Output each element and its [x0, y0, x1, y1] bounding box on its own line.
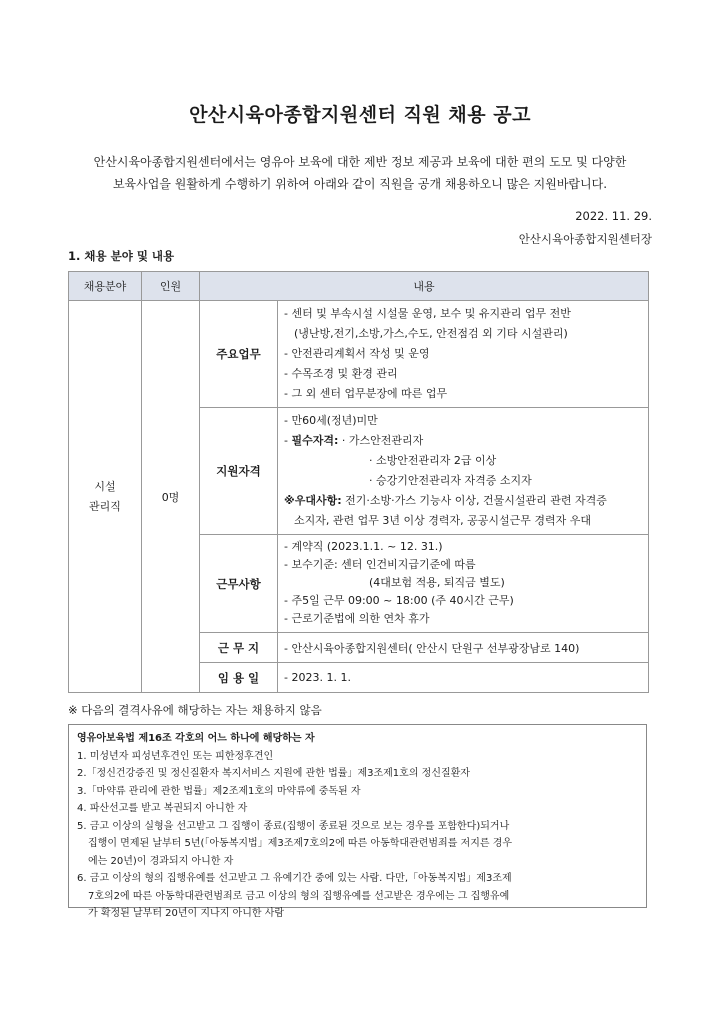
- intro-line: 안산시육아종합지원센터에서는 영유아 보육에 대한 제반 정보 제공과 보육에 대한 편의 도모 및 다양한: [93, 155, 627, 169]
- qual-line: · 소방안전관리자 2급 이상: [369, 454, 497, 467]
- preferred-item: 전기·소방·가스 기능사 이상, 건물시설관리 관련 자격증: [345, 494, 607, 507]
- required-item: · 가스안전관리자: [341, 434, 424, 447]
- work-label: 근무사항: [200, 535, 278, 633]
- duty-line: - 그 외 센터 업무분장에 따른 업무: [284, 387, 448, 400]
- page-title: 안산시육아종합지원센터 직원 채용 공고: [189, 104, 531, 126]
- header-content: 내용: [200, 272, 649, 301]
- qual-line: 소지자, 관련 업무 3년 이상 경력자, 공공시설근무 경력자 우대: [294, 514, 591, 527]
- box-line: 5. 금고 이상의 실형을 선고받고 그 집행이 종료(집행이 종료된 것으로 보는 경우를 포함한다)되거나: [77, 820, 510, 832]
- field-cell: [69, 301, 142, 693]
- intro-line: 보육사업을 원활하게 수행하기 위하여 아래와 같이 직원을 공개 채용하오니 많은 지원바랍니다.: [112, 177, 608, 191]
- table-row: [69, 301, 649, 408]
- qual-line: - 필수자격: · 가스안전관리자: [284, 434, 424, 447]
- work-line: - 주5일 근무 09:00 ~ 18:00 (주 40시간 근무): [284, 594, 514, 607]
- section-title: 1. 채용 분야 및 내용: [68, 249, 175, 263]
- duty-line: - 수목조경 및 환경 관리: [284, 367, 398, 380]
- issuing-organization: 안산시육아종합지원센터장: [518, 232, 652, 246]
- announcement-date: 2022. 11. 29.: [575, 209, 652, 223]
- place-label: 근 무 지: [200, 633, 278, 663]
- box-line: 집행이 면제된 날부터 5년(「아동복지법」제3조제7호의2에 따른 아동학대관련범죄를 저지른 경우: [88, 838, 513, 849]
- disqualification-notice: ※ 다음의 결격사유에 해당하는 자는 채용하지 않음: [68, 703, 322, 717]
- table-header-row: [69, 272, 649, 301]
- required-label: 필수자격:: [291, 434, 339, 447]
- header-count: 인원: [142, 272, 200, 301]
- intro-paragraph: [62, 151, 658, 195]
- box-line: 7호의2에 따른 아동학대관련범죄로 금고 이상의 형의 집행유예를 선고받은 경우에는 그 집행유예: [88, 890, 510, 902]
- work-line: - 보수기준: 센터 인건비지급기준에 따름: [284, 558, 476, 571]
- qualification-label: 지원자격: [200, 408, 278, 535]
- box-line: 1. 미성년자 피성년후견인 또는 피한정후견인: [77, 750, 274, 762]
- box-line: 3.「마약류 관리에 관한 법률」제2조제1호의 마약류에 중독된 자: [77, 785, 361, 797]
- work-line: - 근로기준법에 의한 연차 휴가: [284, 612, 430, 625]
- work-content: [278, 535, 649, 633]
- qual-line: · 승강기안전관리자 자격증 소지자: [369, 474, 532, 487]
- disqualification-box: [68, 724, 647, 919]
- box-heading: 영유아보육법 제16조 각호의 어느 하나에 해당하는 자: [77, 733, 315, 744]
- duty-line: (냉난방,전기,소방,가스,수도, 안전점검 외 기타 시설관리): [294, 327, 568, 340]
- count-cell: 0명: [142, 301, 200, 693]
- header-field: 채용분야: [69, 272, 142, 301]
- qual-line: - 만60세(정년)미만: [284, 414, 378, 427]
- duty-line: - 안전관리계획서 작성 및 운영: [284, 347, 430, 360]
- recruitment-table: [68, 271, 649, 693]
- box-line: 가 확정된 날부터 20년이 지나지 아니한 사람: [88, 908, 285, 919]
- duty-line: - 센터 및 부속시설 시설물 운영, 보수 및 유지관리 업무 전반: [284, 307, 571, 320]
- box-line: 4. 파산선고를 받고 복권되지 아니한 자: [77, 803, 248, 814]
- qual-line: [284, 491, 644, 511]
- box-line: 6. 금고 이상의 형의 집행유예를 선고받고 그 유예기간 중에 있는 사람. 다만,「아동복지법」제3조제: [77, 873, 512, 884]
- start-label: 임 용 일: [200, 663, 278, 693]
- preferred-label: ※우대사항:: [284, 494, 342, 507]
- box-line: 2.「정신건강증진 및 정신질환자 복지서비스 지원에 관한 법률」제3조제1호의 정신질환자: [77, 768, 470, 779]
- field-line: 시설: [94, 479, 116, 493]
- place-content: - 안산시육아종합지원센터( 안산시 단원구 선부광장남로 140): [278, 633, 649, 663]
- work-line: (4대보험 적용, 퇴직금 별도): [369, 576, 505, 589]
- start-content: - 2023. 1. 1.: [278, 663, 649, 693]
- work-line: - 계약직 (2023.1.1. ~ 12. 31.): [284, 540, 443, 553]
- field-line: 관리직: [89, 499, 121, 513]
- duties-label: 주요업무: [200, 301, 278, 408]
- qualification-content: [278, 408, 649, 535]
- box-line: 에는 20년)이 경과되지 아니한 자: [88, 855, 234, 867]
- duties-content: [278, 301, 649, 408]
